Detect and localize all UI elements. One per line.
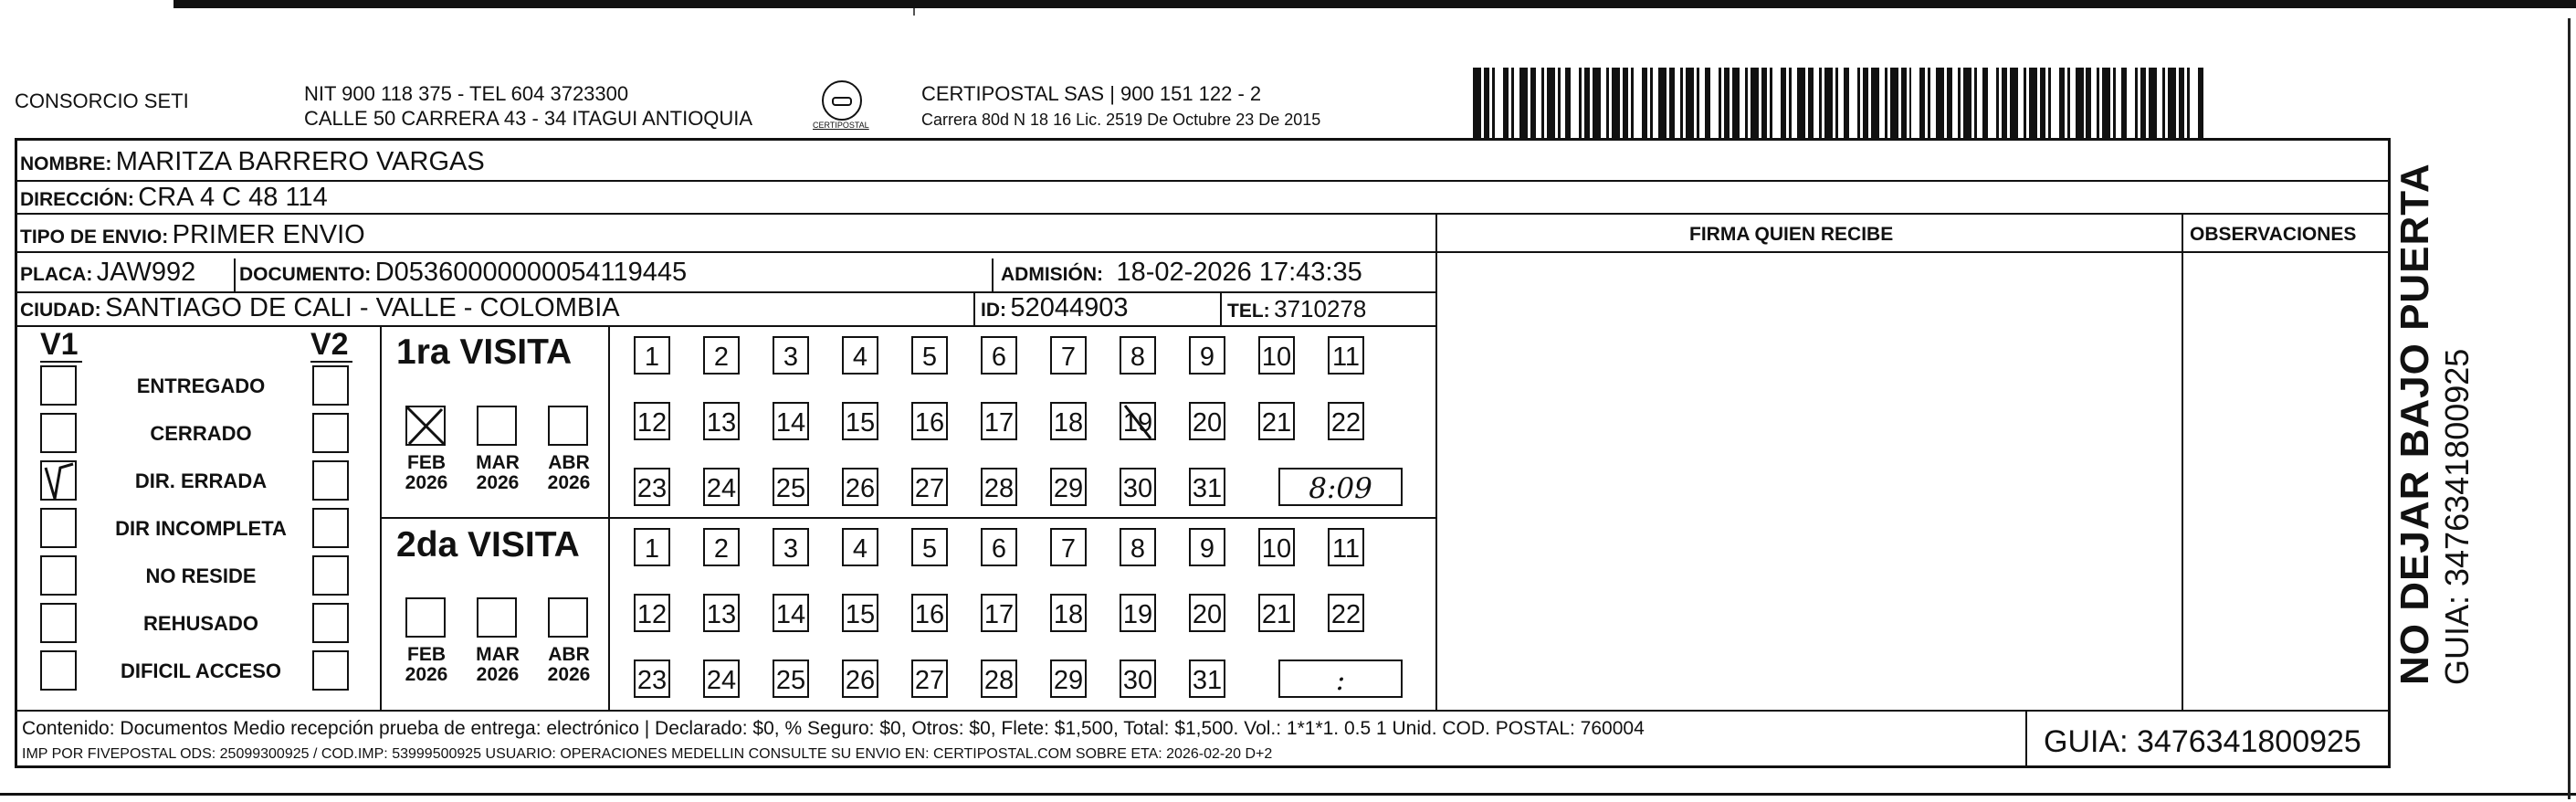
barcode-bar <box>1686 68 1694 141</box>
barcode-bar <box>2051 68 2059 141</box>
status-option-label: NO RESIDE <box>145 565 257 587</box>
v1-underline <box>40 361 82 363</box>
no-dejar-warning: NO DEJAR BAJO PUERTA <box>2392 163 2437 685</box>
barcode-bar <box>2190 68 2198 141</box>
day-box[interactable]: 14 <box>773 402 809 440</box>
barcode-bar <box>1936 68 1944 141</box>
v1-checkbox[interactable] <box>40 555 77 596</box>
address-line: CALLE 50 CARRERA 43 - 34 ITAGUI ANTIOQUIA <box>304 107 753 130</box>
day-box[interactable]: 15 <box>842 402 878 440</box>
nit-line: NIT 900 118 375 - TEL 604 3723300 <box>304 82 629 105</box>
day-box[interactable]: 13 <box>703 594 740 632</box>
day-box[interactable]: 21 <box>1258 402 1295 440</box>
day-box[interactable]: 1 <box>634 336 670 375</box>
rule <box>1220 291 1222 325</box>
barcode-bar <box>1710 68 1719 141</box>
ciudad-label: CIUDAD: <box>20 300 101 321</box>
certipostal-address: Carrera 80d N 18 16 Lic. 2519 De Octubre 23 De 2015 <box>921 111 1321 129</box>
barcode-bar <box>1824 68 1833 141</box>
day-box[interactable]: 22 <box>1328 402 1364 440</box>
nombre-row <box>20 149 485 175</box>
day-box[interactable]: 16 <box>911 594 948 632</box>
month-label: MAR 2026 <box>476 452 520 494</box>
day-box[interactable]: 27 <box>911 660 948 698</box>
visit1-title: 1ra VISITA <box>396 332 573 372</box>
barcode-bar <box>1797 68 1805 141</box>
barcode-bar <box>1658 68 1667 141</box>
certipostal-logo-text: CERTIPOSTAL <box>813 121 869 130</box>
admision-label: ADMISIÓN: <box>1001 264 1103 285</box>
nombre-label: NOMBRE: <box>20 153 112 174</box>
day-box[interactable]: 21 <box>1258 594 1295 632</box>
rule <box>1435 251 2391 253</box>
barcode-bar <box>2010 68 2018 141</box>
rule <box>234 259 236 291</box>
day-box[interactable]: 5 <box>911 528 948 566</box>
day-box[interactable]: 28 <box>981 468 1017 506</box>
day-box[interactable]: 25 <box>773 468 809 506</box>
documento-label: DOCUMENTO: <box>239 264 372 285</box>
barcode-bar <box>1871 68 1879 141</box>
day-box[interactable]: 23 <box>634 468 670 506</box>
day-box[interactable]: 31 <box>1189 660 1225 698</box>
side-text <box>2392 163 2476 685</box>
barcode-bar <box>1751 68 1759 141</box>
v2-header: V2 <box>310 327 349 362</box>
day-box[interactable]: 16 <box>911 402 948 440</box>
v2-underline <box>310 361 352 363</box>
month-checkbox[interactable] <box>477 406 517 446</box>
barcode <box>1473 68 2203 141</box>
tel-row <box>1227 297 1366 321</box>
day-box[interactable]: 30 <box>1120 468 1156 506</box>
placa-value: JAW992 <box>96 258 196 287</box>
day-box[interactable]: 9 <box>1189 528 1225 566</box>
rule <box>15 251 1435 253</box>
id-value: 52044903 <box>1010 293 1129 322</box>
time-box[interactable]: : <box>1278 660 1403 698</box>
placa-row <box>20 259 195 286</box>
ciudad-value: SANTIAGO DE CALI - VALLE - COLOMBIA <box>105 293 620 322</box>
rule <box>15 325 1435 327</box>
day-box[interactable]: 15 <box>842 594 878 632</box>
day-box[interactable]: 8 <box>1120 528 1156 566</box>
day-box[interactable]: 5 <box>911 336 948 375</box>
visit2-title: 2da VISITA <box>396 525 580 565</box>
day-box[interactable]: 22 <box>1328 594 1364 632</box>
day-box[interactable]: 4 <box>842 528 878 566</box>
tel-value: 3710278 <box>1274 295 1367 322</box>
day-box[interactable]: 11 <box>1328 528 1364 566</box>
barcode-bar <box>1732 68 1740 141</box>
barcode-bar <box>2198 68 2203 141</box>
month-label: ABR 2026 <box>547 644 591 686</box>
bottom-border <box>0 793 2576 796</box>
day-box[interactable]: 23 <box>634 660 670 698</box>
day-box[interactable]: 11 <box>1328 336 1364 375</box>
barcode-bar <box>1988 68 1996 141</box>
v1-checkbox[interactable] <box>40 413 77 453</box>
day-box[interactable]: 1 <box>634 528 670 566</box>
day-box[interactable]: 30 <box>1120 660 1156 698</box>
day-box[interactable]: 6 <box>981 336 1017 375</box>
barcode-bar <box>1571 68 1579 141</box>
day-box[interactable]: 17 <box>981 402 1017 440</box>
day-box[interactable]: 20 <box>1189 402 1225 440</box>
rule <box>973 291 975 325</box>
v1-checkbox[interactable] <box>40 650 77 691</box>
day-box[interactable]: 7 <box>1050 336 1087 375</box>
barcode-bar <box>2149 68 2157 141</box>
tipo-value: PRIMER ENVIO <box>172 220 365 249</box>
day-box[interactable]: 28 <box>981 660 1017 698</box>
documento-row <box>239 259 687 286</box>
rule <box>15 180 2391 182</box>
nombre-value: MARITZA BARRERO VARGAS <box>115 147 485 176</box>
barcode-bar <box>1890 68 1898 141</box>
placa-label: PLACA: <box>20 264 93 285</box>
status-option-label: DIR INCOMPLETA <box>115 517 287 540</box>
rule <box>380 325 382 710</box>
barcode-bar <box>1772 68 1781 141</box>
day-box[interactable]: 26 <box>842 660 878 698</box>
barcode-bar <box>1849 68 1857 141</box>
day-box[interactable]: 24 <box>703 660 740 698</box>
observaciones-label: OBSERVACIONES <box>2190 224 2357 245</box>
direccion-value: CRA 4 C 48 114 <box>138 183 328 212</box>
v1-header: V1 <box>40 327 79 362</box>
admision-value: 18-02-2026 17:43:35 <box>1116 258 1362 287</box>
direccion-row <box>20 185 328 211</box>
status-option-label: ENTREGADO <box>136 375 266 397</box>
barcode-bar <box>2127 68 2135 141</box>
barcode-bar <box>1612 68 1620 141</box>
rule <box>2025 710 2027 768</box>
day-box[interactable]: 20 <box>1189 594 1225 632</box>
barcode-bar <box>1473 68 1481 141</box>
status-option-label: CERRADO <box>150 422 252 445</box>
day-box[interactable]: 2 <box>703 528 740 566</box>
day-box[interactable]: 18 <box>1050 594 1087 632</box>
top-border <box>173 0 2576 8</box>
status-option-label: DIFICIL ACCESO <box>120 660 281 682</box>
day-box[interactable]: 27 <box>911 468 948 506</box>
day-box[interactable]: 14 <box>773 594 809 632</box>
barcode-bar <box>2102 68 2110 141</box>
direccion-label: DIRECCIÓN: <box>20 189 134 210</box>
barcode-bar <box>1634 68 1642 141</box>
day-box[interactable]: 19 <box>1120 402 1156 440</box>
rule <box>15 213 2391 215</box>
rule <box>608 325 610 710</box>
rule <box>2182 213 2183 710</box>
certipostal-line: CERTIPOSTAL SAS | 900 151 122 - 2 <box>921 82 1262 105</box>
imp-line: IMP POR FIVEPOSTAL ODS: 25099300925 / COD.IMP: 53999500925 USUARIO: OPERACIONES MEDELLIN CONSULTE SU ENVIO EN: CERTIPOSTAL.COM SOBRE ETA: 2026-02-20 D+2 <box>22 746 1273 762</box>
month-checkbox[interactable] <box>405 597 446 638</box>
top-tick <box>913 8 915 16</box>
firma-label: FIRMA QUIEN RECIBE <box>1689 224 1894 245</box>
month-checkbox[interactable] <box>548 406 588 446</box>
certipostal-logo-icon <box>822 80 862 121</box>
month-checkbox[interactable] <box>548 597 588 638</box>
day-box[interactable]: 6 <box>981 528 1017 566</box>
right-border <box>2568 18 2571 799</box>
rule <box>15 710 2391 712</box>
barcode-bar <box>1963 68 1971 141</box>
day-box[interactable]: 2 <box>703 336 740 375</box>
id-label: ID: <box>981 300 1006 321</box>
barcode-bar <box>2168 68 2176 141</box>
day-box[interactable]: 3 <box>773 528 809 566</box>
day-box[interactable]: 17 <box>981 594 1017 632</box>
month-label: MAR 2026 <box>476 644 520 686</box>
day-box[interactable]: 10 <box>1258 528 1295 566</box>
admision-row <box>1001 259 1362 286</box>
day-box[interactable]: 12 <box>634 402 670 440</box>
month-checkbox[interactable] <box>477 597 517 638</box>
day-box[interactable]: 29 <box>1050 468 1087 506</box>
day-box[interactable]: 31 <box>1189 468 1225 506</box>
day-box[interactable]: 25 <box>773 660 809 698</box>
day-box[interactable]: 7 <box>1050 528 1087 566</box>
rule <box>380 517 1435 519</box>
day-box[interactable]: 26 <box>842 468 878 506</box>
month-label: ABR 2026 <box>547 452 591 494</box>
rule <box>992 259 994 291</box>
contenido-line: Contenido: Documentos Medio recepción prueba de entrega: electrónico | Declarado: $0, % Seguro: $0, Otros: $0, Flete: $1,500, Total: $1,500. Vol.: 1*1*1. 0.5 1 Unid. COD. POSTAL: 760004 <box>22 718 1645 739</box>
barcode-bar <box>1519 68 1528 141</box>
v1-checkbox[interactable] <box>40 508 77 548</box>
barcode-bar <box>1547 68 1555 141</box>
month-label: FEB 2026 <box>405 644 448 686</box>
guia-number: GUIA: 3476341800925 <box>2044 724 2361 759</box>
company-name: CONSORCIO SETI <box>15 90 189 112</box>
day-box[interactable]: 9 <box>1189 336 1225 375</box>
side-guia: GUIA: 3476341800925 <box>2438 348 2476 685</box>
time-box[interactable]: 8:09 <box>1278 468 1403 506</box>
day-box[interactable]: 3 <box>773 336 809 375</box>
barcode-bar <box>2076 68 2084 141</box>
barcode-bar <box>1911 68 1919 141</box>
status-option-label: DIR. ERRADA <box>134 470 268 492</box>
v1-checkbox[interactable] <box>40 460 77 501</box>
day-box[interactable]: 12 <box>634 594 670 632</box>
day-box[interactable]: 10 <box>1258 336 1295 375</box>
barcode-bar <box>2029 68 2037 141</box>
day-box[interactable]: 8 <box>1120 336 1156 375</box>
day-box[interactable]: 13 <box>703 402 740 440</box>
status-option-label: REHUSADO <box>143 612 258 635</box>
barcode-bar <box>1495 68 1503 141</box>
ciudad-row <box>20 295 620 322</box>
id-row <box>981 295 1128 322</box>
v1-checkbox[interactable] <box>40 365 77 406</box>
day-box[interactable]: 29 <box>1050 660 1087 698</box>
day-box[interactable]: 18 <box>1050 402 1087 440</box>
tipo-label: TIPO DE ENVIO: <box>20 227 169 248</box>
month-label: FEB 2026 <box>405 452 448 494</box>
day-box[interactable]: 4 <box>842 336 878 375</box>
month-checkbox[interactable] <box>405 406 446 446</box>
documento-value: D05360000000054119445 <box>374 258 688 287</box>
day-box[interactable]: 24 <box>703 468 740 506</box>
day-box[interactable]: 19 <box>1120 594 1156 632</box>
v1-checkbox[interactable] <box>40 603 77 643</box>
tel-label: TEL: <box>1227 301 1270 322</box>
barcode-bar <box>1593 68 1601 141</box>
rule <box>1435 213 1437 710</box>
tipo-row <box>20 222 365 248</box>
